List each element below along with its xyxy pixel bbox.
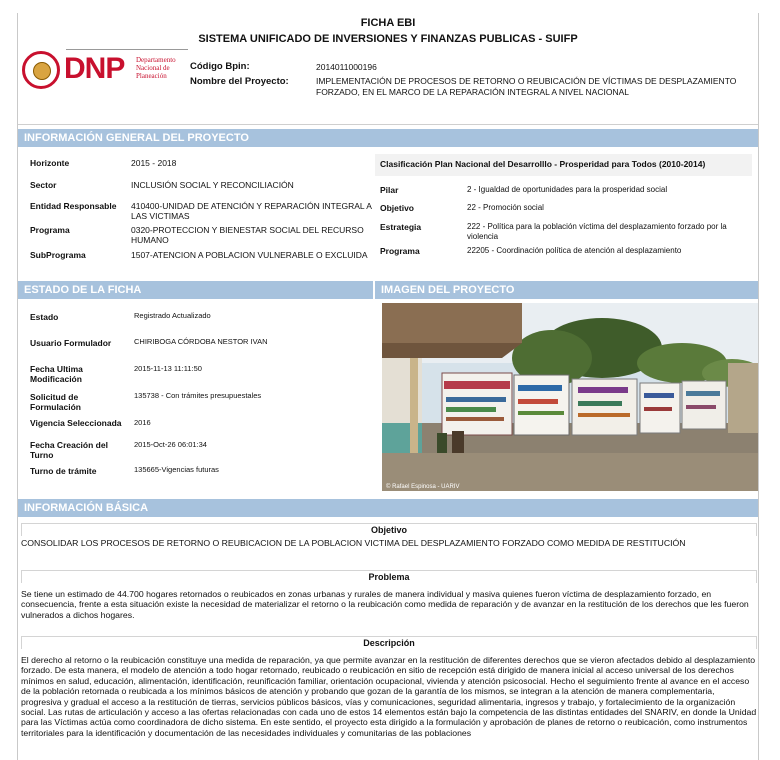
field-value-horizonte: 2015 - 2018 [131, 158, 177, 168]
plan-label-programa: Programa [380, 246, 420, 256]
document-title: FICHA EBI [360, 17, 416, 29]
estado-label-vigencia: Vigencia Seleccionada [30, 418, 122, 428]
plan-label-pilar: Pilar [380, 185, 399, 195]
plan-value-programa: 22205 - Coordinación política de atención al desplazamiento [467, 246, 682, 255]
ficha-ebi-page [17, 13, 759, 760]
dnp-logo-subtitle: Departamento Nacional de Planeación [136, 56, 176, 80]
bpin-value: 2014011000196 [316, 62, 377, 72]
section-estado-ficha: ESTADO DE LA FICHA [18, 281, 373, 299]
project-name-value: IMPLEMENTACIÓN DE PROCESOS DE RETORNO O REUBICACIÓN DE VÍCTIMAS DE DESPLAZAMIENTO FORZADO, EN EL MARCO DE LA REPARACIÓN INTEGRAL A NIVEL NACIONAL [316, 76, 737, 97]
field-label-sector: Sector [30, 180, 57, 190]
photo-credit: © Rafael Espinosa - UARIV [386, 484, 460, 490]
section-informacion-basica: INFORMACIÓN BÁSICA [18, 499, 758, 517]
field-label-programa: Programa [30, 225, 70, 235]
coat-of-arms-icon [22, 51, 60, 89]
estado-value-solicitud: 135738 - Con trámites presupuestales [134, 391, 262, 400]
bpin-label: Código Bpin: [190, 61, 250, 72]
plan-value-pilar: 2 - Igualdad de oportunidades para la prosperidad social [467, 185, 668, 194]
estado-value-fecha-modificacion: 2015-11-13 11:11:50 [134, 364, 202, 373]
field-label-horizonte: Horizonte [30, 158, 70, 168]
problema-header: Problema [21, 570, 757, 583]
field-value-entidad: 410400-UNIDAD DE ATENCIÓN Y REPARACIÓN INTEGRAL A LAS VICTIMAS [131, 201, 372, 221]
objetivo-text: CONSOLIDAR LOS PROCESOS DE RETORNO O REUBICACION DE LA POBLACION VICTIMA DEL DESPLAZAMIENTO FORZADO COMO MEDIDA DE RESTITUCIÓN [21, 538, 686, 548]
project-photo-illustration [382, 303, 758, 491]
estado-value-turno: 135665-Vigencias futuras [134, 465, 219, 474]
document-header [18, 13, 758, 125]
estado-value-vigencia: 2016 [134, 418, 151, 427]
estado-label-solicitud: Solicitud de Formulación [30, 392, 82, 412]
project-photo [382, 303, 758, 491]
project-name-label: Nombre del Proyecto: [190, 76, 289, 87]
estado-label-fecha-modificacion: Fecha Ultima Modificación [30, 364, 83, 384]
estado-value-fecha-turno: 2015-Oct-26 06:01:34 [134, 440, 207, 449]
section-imagen-proyecto: IMAGEN DEL PROYECTO [375, 281, 758, 299]
plan-label-estrategia: Estrategia [380, 222, 422, 232]
estado-label-turno: Turno de trámite [30, 466, 97, 476]
field-value-programa: 0320-PROTECCION Y BIENESTAR SOCIAL DEL RECURSO HUMANO [131, 225, 364, 245]
descripcion-header: Descripción [21, 636, 757, 649]
field-value-subprograma: 1507-ATENCION A POBLACION VULNERABLE O EXCLUIDA [131, 250, 368, 260]
plan-value-objetivo: 22 - Promoción social [467, 203, 544, 212]
descripcion-text: El derecho al retorno o la reubicación constituye una medida de reparación, ya que permite avanzar en la restitución de diferentes derechos que se vieron afectados debido al desplazamiento forzado. De esta manera, el modelo de atención a todo hogar retornado, reubicado o reubicación en sitio de recepción está dirigido de manera inicial al acceso universal de los derechos mínimos en salud, educación, alimentación, identificación, reunificación familiar, orientación ocupacional, vivienda y atención psicosocial. Hecho el seguimiento frente al avance en el acceso de la población retornada o reubicada a los mínimos básicos de atención y probando que gozan de la garantía de los mismos, se integran a la atención de manera complementaria, progresiva y gradual el acceso a la restitución de tierras, servicios públicos básicos, vías y comunicaciones, seguridad alimentaria, ingresos y trabajo, y fortalecimiento de la organización social. Las rutas de articulación y acceso a las ofertas relacionadas con cada uno de estos 14 elementos están bajo la competencia de las distintas entidades del SNARIV, en donde la Unidad para las Víctimas actúa como coordinadora de dicho sistema. En este sentido, el proyecto esta dirigido a la formulación y aprobación de planes de retorno o reubicación, como instrumentos territoriales para la identificación y documentación de las necesidades individuales y comunitarias de las poblaciones [21, 655, 757, 738]
field-value-sector: INCLUSIÓN SOCIAL Y RECONCILIACIÓN [131, 180, 294, 190]
plan-label-objetivo: Objetivo [380, 203, 415, 213]
problema-text: Se tiene un estimado de 44.700 hogares retornados o reubicados en zonas urbanas y rurales de manera individual y masiva quienes fueron víctima de desplazamiento forzado, en consecuencia, frente a esta situación existe la necesidad de materializar el retorno o la reubicación como medida de reparación y de avanzar en la restitución de los derechos que les fueron vulnerados a dichos hogares. [21, 589, 749, 620]
dnp-logo [22, 51, 182, 87]
objetivo-header: Objetivo [21, 523, 757, 536]
dnp-logo-text: DNP [64, 52, 125, 85]
estado-value-usuario: CHIRIBOGA CÓRDOBA NESTOR IVAN [134, 337, 268, 346]
field-label-entidad: Entidad Responsable [30, 201, 117, 211]
plan-value-estrategia: 222 - Política para la población víctima del desplazamiento forzado por la violencia [467, 222, 727, 241]
section-general-info: INFORMACIÓN GENERAL DEL PROYECTO [18, 129, 758, 147]
plan-desarrollo-header: Clasificación Plan Nacional del Desarrolllo - Prosperidad para Todos (2010-2014) [375, 154, 752, 176]
estado-label-estado: Estado [30, 312, 59, 322]
estado-value-estado: Registrado Actualizado [134, 311, 211, 320]
header-divider [66, 49, 188, 50]
estado-label-usuario: Usuario Formulador [30, 338, 112, 348]
field-label-subprograma: SubPrograma [30, 250, 86, 260]
estado-label-fecha-turno: Fecha Creación del Turno [30, 440, 108, 460]
document-subtitle: SISTEMA UNIFICADO DE INVERSIONES Y FINANZAS PUBLICAS - SUIFP [198, 33, 578, 45]
